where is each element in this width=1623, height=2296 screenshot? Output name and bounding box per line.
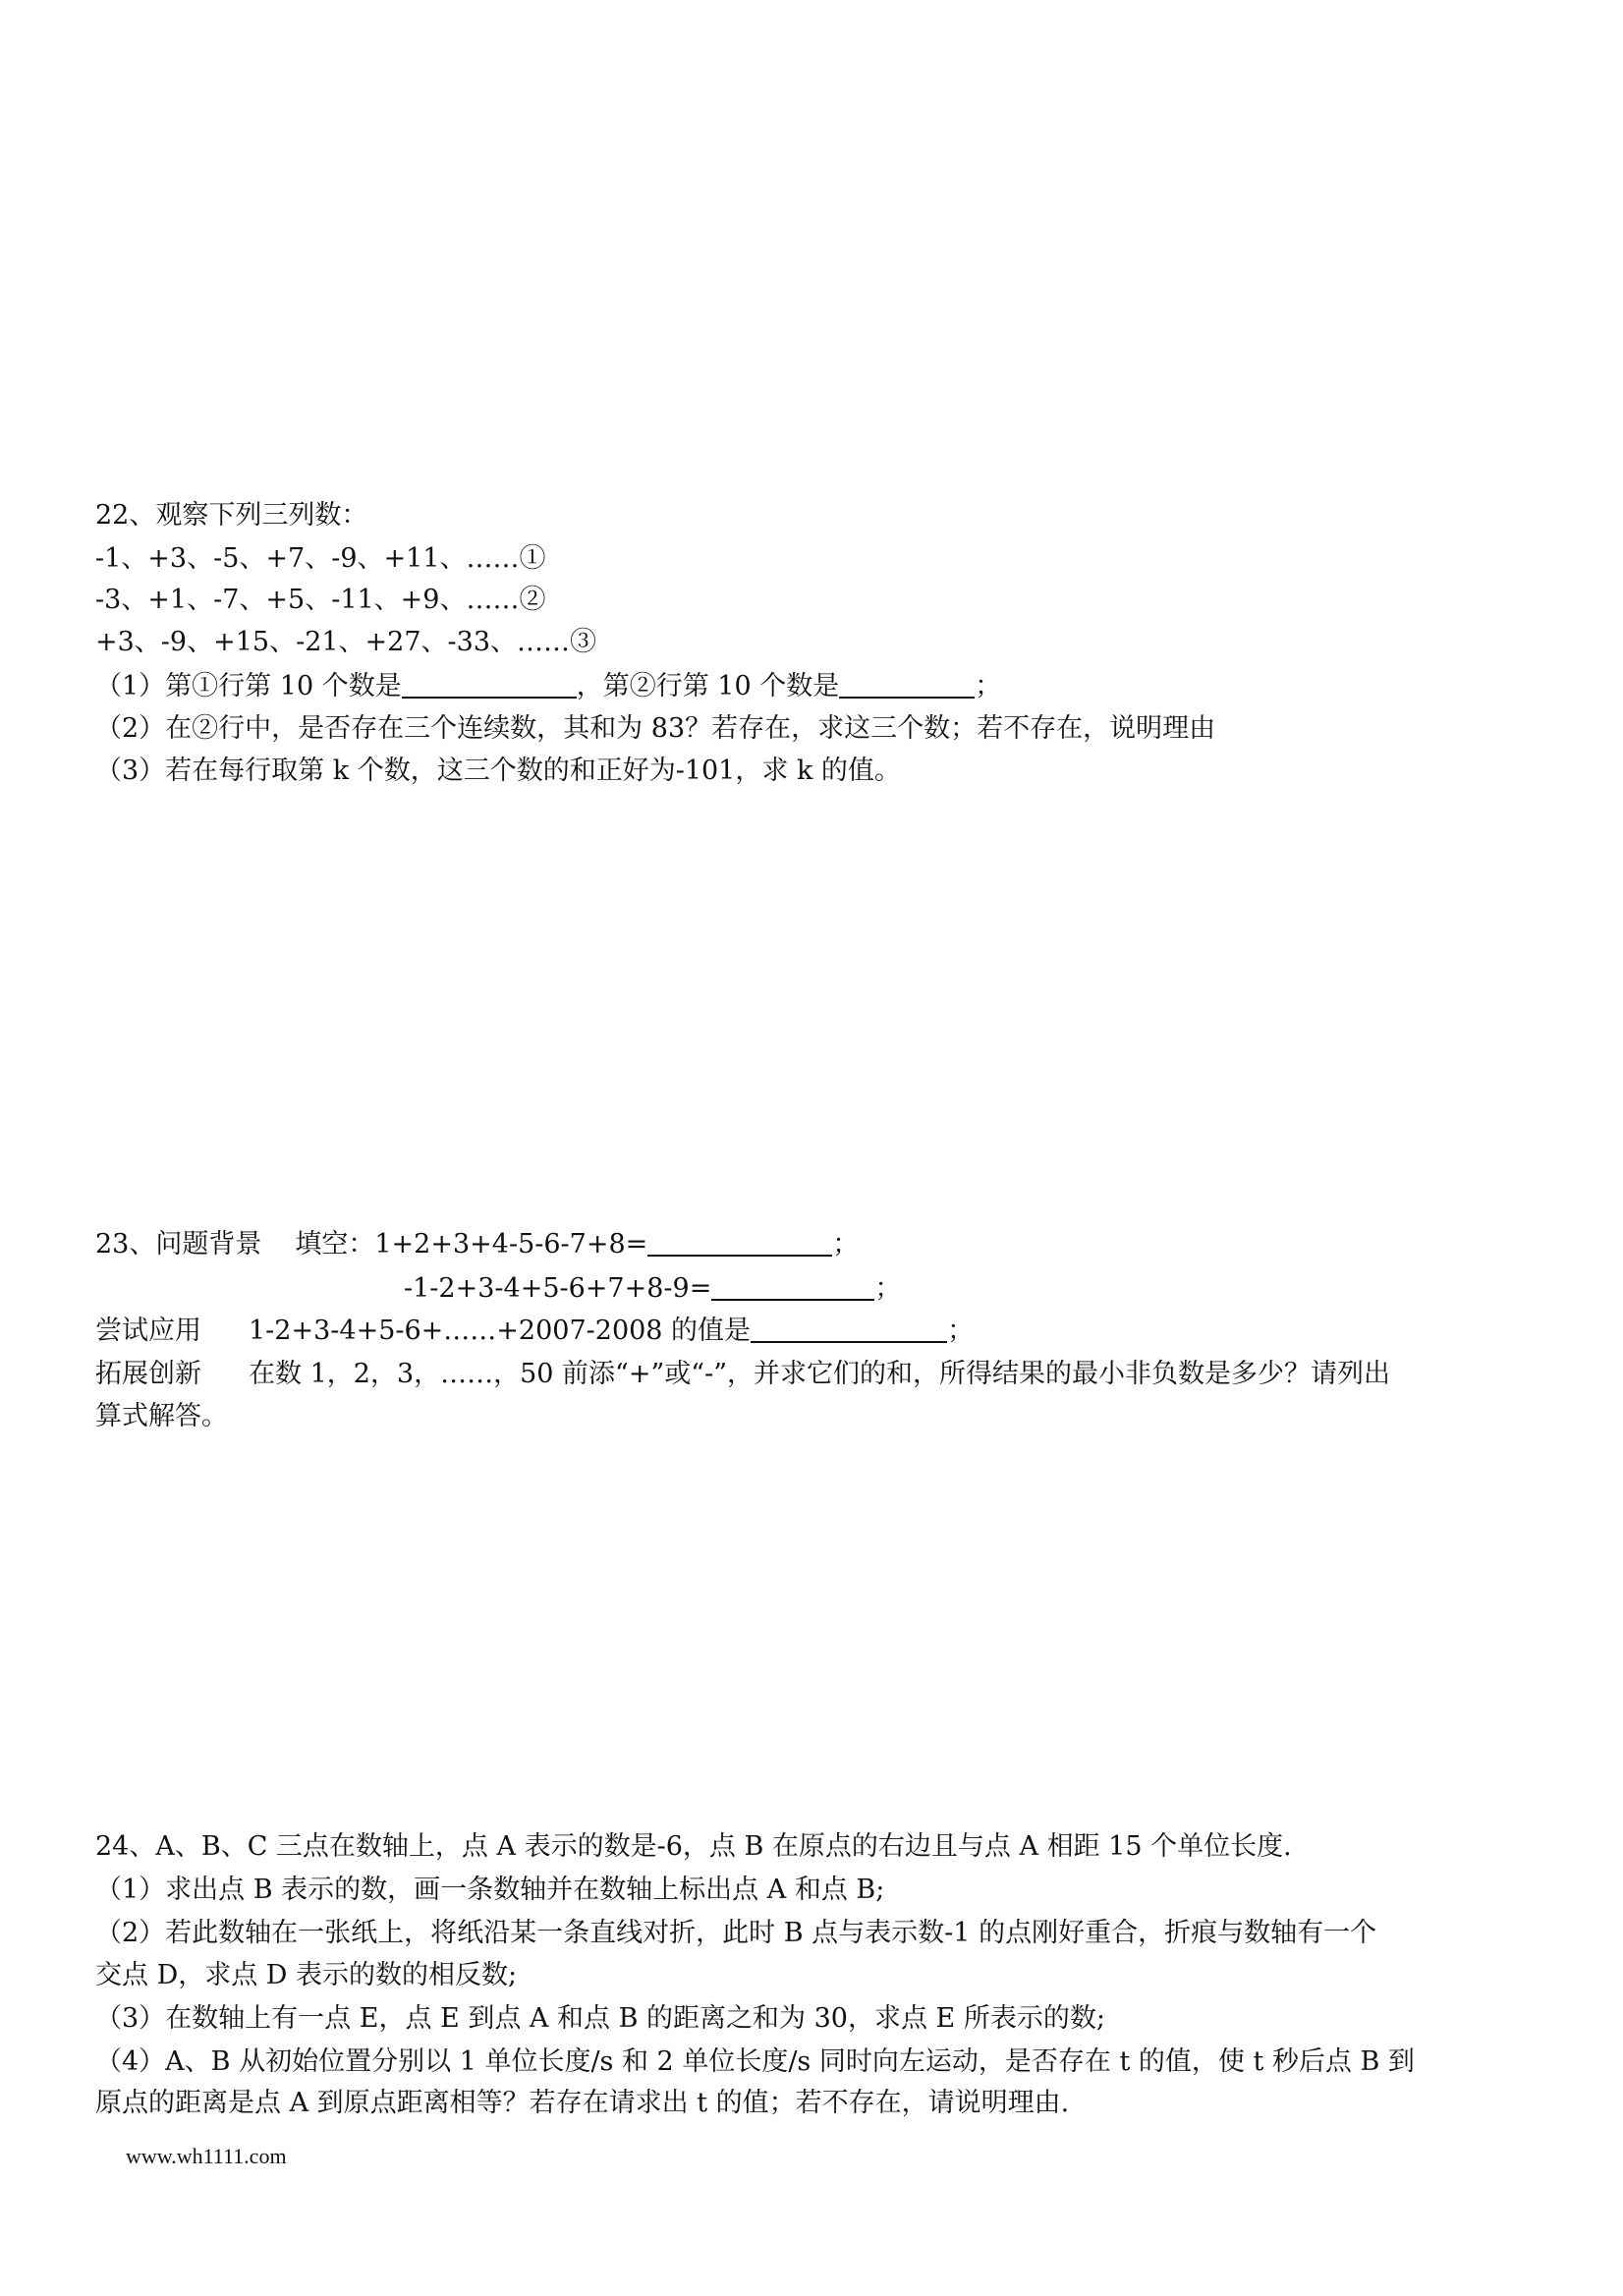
q22-row1: -1、+3、-5、+7、-9、+11、……① <box>95 543 546 574</box>
q22-part3: （3）若在每行取第 k 个数，这三个数的和正好为-101，求 k 的值。 <box>95 756 901 786</box>
q22-row2: -3、+1、-7、+5、-11、+9、……② <box>95 585 546 615</box>
q23-title: 23、问题背景 <box>95 1229 262 1260</box>
q24-part4: （4）A、B 从初始位置分别以 1 单位长度/s 和 2 单位长度/s 同时向左运动，是否存在 t 的值，使 t 秒后点 B 到 <box>95 2046 1415 2077</box>
q23-try-label: 尝试应用 <box>95 1316 201 1346</box>
answer-blank-fill2[interactable] <box>711 1269 874 1301</box>
answer-blank-row2[interactable] <box>839 667 975 699</box>
q23-fill2-end: ； <box>874 1273 902 1304</box>
q23-line2 <box>404 1269 901 1309</box>
q23-line4 <box>95 1355 1390 1394</box>
q23-line5: 算式解答。 <box>95 1401 228 1431</box>
answer-blank-try[interactable] <box>751 1312 947 1343</box>
q24-title: 24、A、B、C 三点在数轴上，点 A 表示的数是-6，点 B 在原点的右边且与点 A 相距 15 个单位长度. <box>95 1831 1292 1862</box>
q23-try-text: 1-2+3-4+5-6+……+2007-2008 的值是 <box>249 1316 752 1346</box>
q23-line3 <box>95 1312 974 1351</box>
q22-part1-text-c: ； <box>975 671 1002 701</box>
footer-url: www.wh1111.com <box>126 2144 287 2168</box>
q22-part2: （2）在②行中，是否存在三个连续数，其和为 83？若存在，求这三个数；若不存在，说明理由 <box>95 713 1216 744</box>
q22-title: 22、观察下列三列数： <box>95 500 368 531</box>
q22-row3: +3、-9、+15、-21、+27、-33、……③ <box>95 627 597 657</box>
q23-line1 <box>95 1225 859 1264</box>
q24-part3: （3）在数轴上有一点 E，点 E 到点 A 和点 B 的距离之和为 30，求点 E 所表示的数; <box>95 2003 1105 2034</box>
q22-part1-text-b: ，第②行第 10 个数是 <box>576 671 840 701</box>
q23-fill1-end: ； <box>832 1229 860 1260</box>
q24-part1: （1）求出点 B 表示的数，画一条数轴并在数轴上标出点 A 和点 B; <box>95 1875 885 1905</box>
q23-fill1-text: 填空：1+2+3+4-5-6-7+8= <box>295 1229 648 1260</box>
q23-try-end: ； <box>947 1316 975 1346</box>
answer-blank-row1[interactable] <box>402 667 577 699</box>
q23-fill2-text: -1-2+3-4+5-6+7+8-9= <box>404 1273 712 1304</box>
q23-ext-text: 在数 1，2，3，……，50 前添“+”或“-”，并求它们的和，所得结果的最小非负数是多少？请列出 <box>249 1359 1391 1389</box>
q24-part4-cont: 原点的距离是点 A 到原点距离相等？若存在请求出 t 的值；若不存在，请说明理由. <box>95 2088 1070 2118</box>
q23-ext-label: 拓展创新 <box>95 1359 201 1389</box>
q22-part1-text-a: （1）第①行第 10 个数是 <box>95 671 402 701</box>
q24-part2: （2）若此数轴在一张纸上，将纸沿某一条直线对折，此时 B 点与表示数-1 的点刚好重合，折痕与数轴有一个 <box>95 1918 1377 1948</box>
answer-blank-fill1[interactable] <box>647 1225 832 1257</box>
q24-part2-cont: 交点 D，求点 D 表示的数的相反数; <box>95 1960 518 1990</box>
q22-part1 <box>95 667 1001 706</box>
